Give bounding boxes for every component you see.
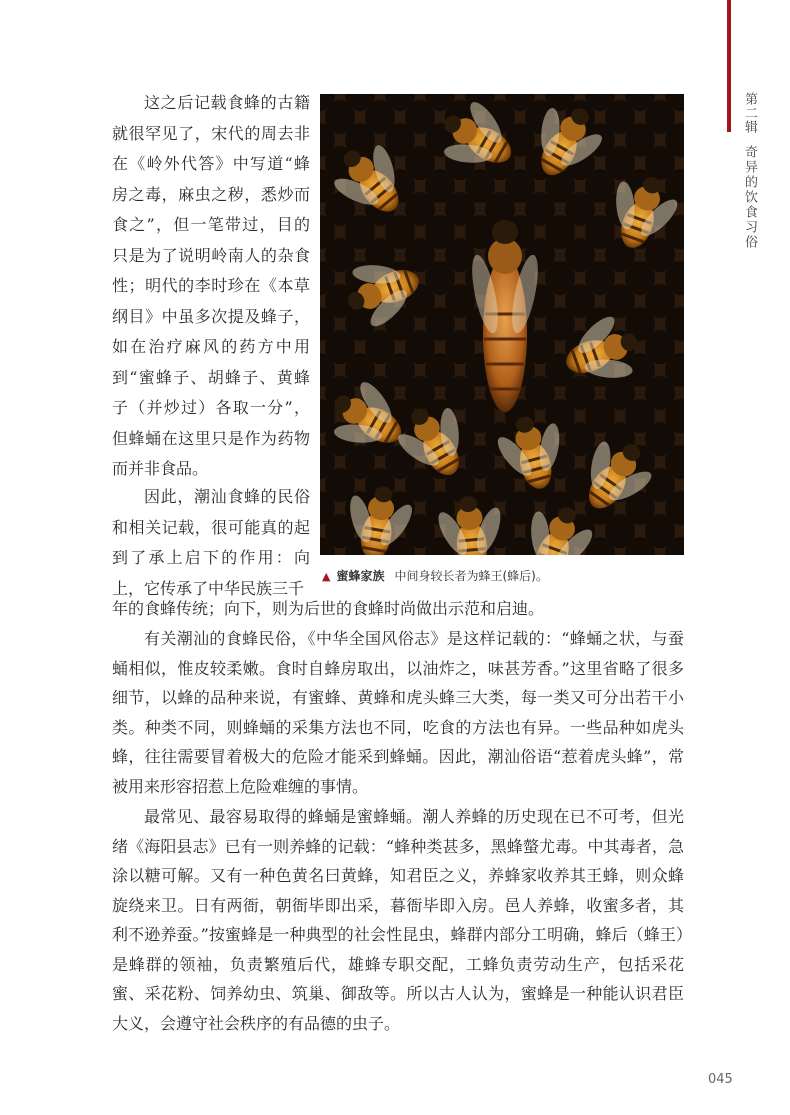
- paragraph-4: 最常见、最容易取得的蜂蛹是蜜蜂蛹。潮人养蜂的历史现在已不可考，但光绪《海阳县志》已有一则养蜂的记载：“蜂种类甚多，黑蜂螫尤毒。中其毒者，急涂以糖可解。又有一种色黄名曰黄蜂，知君臣之义，养蜂家收养其王蜂，则众蜂旋绕来卫。日有两衙，朝衙毕即出采，暮衙毕即入房。邑人养蜂，收蜜多者，其利不逊养蚕。”按蜜蜂是一种典型的社会性昆虫，蜂群内部分工明确，蜂后（蜂王）是蜂群的领袖，负责繁殖后代，雄蜂专职交配，工蜂负责劳动生产，包括采花蜜、采花粉、饲养幼虫、筑巢、御敌等。所以古人认为，蜜蜂是一种能认识君臣大义，会遵守社会秩序的有品德的虫子。: [112, 807, 684, 1033]
- caption-title: 蜜蜂家族: [336, 569, 385, 583]
- bee-colony-photo: [320, 94, 684, 555]
- caption-text: 中间身较长者为蜂王(蜂后)。: [394, 569, 548, 583]
- paragraph-2-continuation: 年的食蜂传统；向下，则为后世的食蜂时尚做出示范和启迪。: [112, 599, 545, 618]
- chapter-accent-bar: [727, 0, 731, 132]
- page-number: 045: [708, 1072, 733, 1087]
- paragraph-2-left: 因此，潮汕食蜂的民俗和相关记载，很可能真的起到了承上启下的作用：向上，它传承了中华民族三千: [112, 487, 310, 598]
- paragraph-3: 有关潮汕的食蜂民俗，《中华全国风俗志》是这样记载的：“蜂蛹之状，与蚕蛹相似，惟皮较柔嫩。食时自蜂房取出，以油炸之，味甚芳香。”这里省略了很多细节，以蜂的品种来说，有蜜蜂、黄蜂和虎头蜂三大类，每一类又可分出若干小类。种类不同，则蜂蛹的采集方法也不同，吃食的方法也有异。一些品种如虎头蜂，往往需要冒着极大的危险才能采到蜂蛹。因此，潮汕俗语“惹着虎头蜂”，常被用来形容招惹上危险难缠的事情。: [112, 629, 684, 796]
- section-title: 奇异的饮食习俗: [742, 145, 757, 250]
- chapter-label: 第二辑: [742, 92, 757, 134]
- paragraph-1: 这之后记载食蜂的古籍就很罕见了，宋代的周去非在《岭外代答》中写道“蜂房之毒，麻虫之秽，悉炒而食之”，但一笔带过，目的只是为了说明岭南人的杂食性；明代的李时珍在《本草纲目》中虽多次提及蜂子，如在治疗麻风的药方中用到“蜜蜂子、胡蜂子、黄蜂子（并炒过）各取一分”，但蜂蛹在这里只是作为药物而并非食品。: [112, 93, 310, 478]
- triangle-icon: ▲: [322, 570, 331, 583]
- figure-caption: [322, 567, 702, 584]
